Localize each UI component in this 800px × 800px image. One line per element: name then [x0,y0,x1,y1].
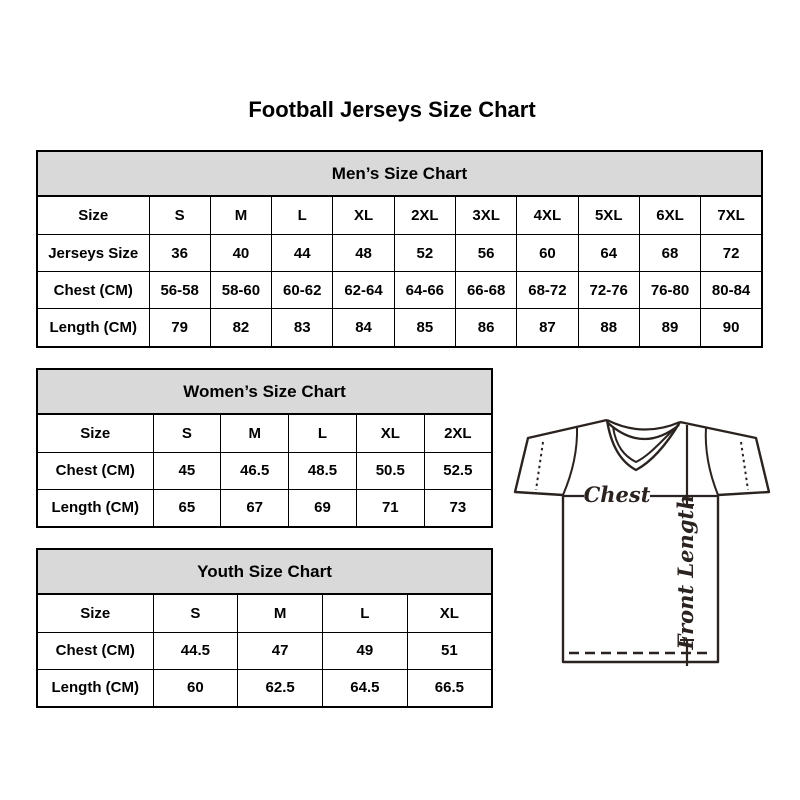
youth-size-table [36,548,493,708]
value-cell: 64.5 [323,669,408,707]
womens-table-title: Women’s Size Chart [37,369,492,414]
row-label-cell: Length (CM) [37,309,149,347]
row-label-cell: Length (CM) [37,489,153,527]
value-cell: 49 [323,632,408,669]
value-cell: 5XL [578,196,639,234]
value-cell: 50.5 [356,452,424,489]
value-cell: 86 [455,309,516,347]
value-cell: 48 [333,235,394,272]
value-cell: 60 [153,669,238,707]
value-cell: S [153,414,221,452]
table-row [37,594,492,632]
value-cell: 3XL [455,196,516,234]
value-cell: 83 [272,309,333,347]
youth-table [36,548,493,708]
value-cell: 82 [210,309,271,347]
value-cell: 62-64 [333,272,394,309]
page-title: Football Jerseys Size Chart [248,97,536,122]
value-cell: 7XL [701,196,762,234]
value-cell: 67 [221,489,289,527]
value-cell: 68 [639,235,700,272]
value-cell: 45 [153,452,221,489]
value-cell: 72-76 [578,272,639,309]
value-cell: 52.5 [424,452,492,489]
value-cell: 47 [238,632,323,669]
value-cell: 68-72 [517,272,578,309]
row-label-cell: Size [37,414,153,452]
row-label-cell: Size [37,594,153,632]
jersey-outline [515,420,769,662]
value-cell: XL [356,414,424,452]
row-label-cell: Chest (CM) [37,452,153,489]
value-cell: 60 [517,235,578,272]
value-cell: 72 [701,235,762,272]
value-cell: 60-62 [272,272,333,309]
table-row [37,632,492,669]
value-cell: 89 [639,309,700,347]
value-cell: 66.5 [407,669,492,707]
value-cell: 87 [517,309,578,347]
value-cell: 2XL [394,196,455,234]
value-cell: S [153,594,238,632]
value-cell: 85 [394,309,455,347]
mens-table-title: Men’s Size Chart [37,151,762,196]
value-cell: S [149,196,210,234]
value-cell: 44 [272,235,333,272]
value-cell: 6XL [639,196,700,234]
table-row [37,196,762,234]
table-row [37,235,762,272]
value-cell: 90 [701,309,762,347]
table-row [37,489,492,527]
mens-table [36,150,763,348]
value-cell: 56 [455,235,516,272]
womens-size-table [36,368,493,528]
value-cell: 44.5 [153,632,238,669]
row-label-cell: Jerseys Size [37,235,149,272]
table-row [37,669,492,707]
right-cuff-dotted-line [741,442,748,490]
value-cell: XL [333,196,394,234]
value-cell: 66-68 [455,272,516,309]
value-cell: L [272,196,333,234]
collar-back-arc [607,420,680,430]
right-armhole-seam [706,427,718,495]
table-row [37,272,762,309]
value-cell: 2XL [424,414,492,452]
value-cell: 79 [149,309,210,347]
front-length-label: Front Length [673,494,698,650]
value-cell: 71 [356,489,424,527]
value-cell: 62.5 [238,669,323,707]
value-cell: 64-66 [394,272,455,309]
table-row [37,452,492,489]
value-cell: 58-60 [210,272,271,309]
row-label-cell: Chest (CM) [37,272,149,309]
value-cell: 73 [424,489,492,527]
row-label-cell: Length (CM) [37,669,153,707]
value-cell: 84 [333,309,394,347]
value-cell: 36 [149,235,210,272]
value-cell: 48.5 [289,452,357,489]
value-cell: 64 [578,235,639,272]
value-cell: 76-80 [639,272,700,309]
chest-label: Chest [583,482,651,507]
womens-table [36,368,493,528]
left-cuff-dotted-line [536,442,543,490]
value-cell: M [210,196,271,234]
value-cell: 65 [153,489,221,527]
value-cell: 46.5 [221,452,289,489]
value-cell: 56-58 [149,272,210,309]
value-cell: 69 [289,489,357,527]
value-cell: M [221,414,289,452]
left-armhole-seam [563,427,577,495]
table-row [37,309,762,347]
jersey-measurement-diagram [505,400,775,670]
value-cell: M [238,594,323,632]
value-cell: 80-84 [701,272,762,309]
value-cell: L [289,414,357,452]
youth-table-title: Youth Size Chart [37,549,492,594]
value-cell: 88 [578,309,639,347]
row-label-cell: Size [37,196,149,234]
value-cell: 40 [210,235,271,272]
value-cell: 4XL [517,196,578,234]
value-cell: L [323,594,408,632]
row-label-cell: Chest (CM) [37,632,153,669]
table-row [37,414,492,452]
value-cell: 51 [407,632,492,669]
value-cell: 52 [394,235,455,272]
value-cell: XL [407,594,492,632]
mens-size-table [36,150,763,348]
